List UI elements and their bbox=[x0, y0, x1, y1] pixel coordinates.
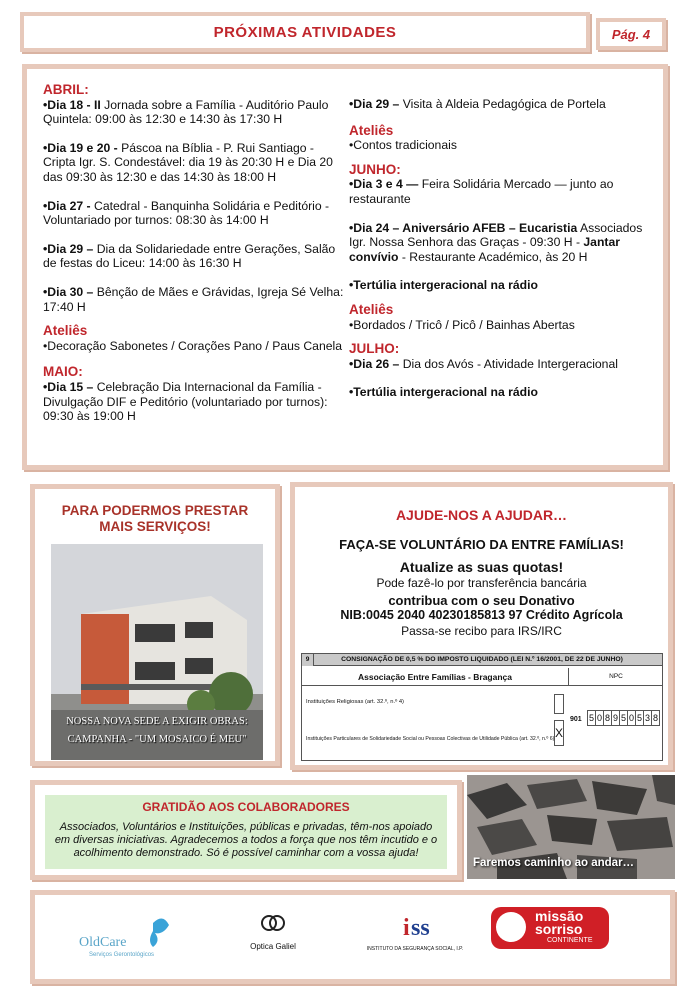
form-row-religious: Instituições Religiosas (art. 32.º, n.º 4) bbox=[306, 699, 404, 705]
photo-caption-line2: CAMPANHA - "UM MOSAICO É MEU" bbox=[67, 734, 247, 745]
month-july: JULHO: bbox=[349, 341, 400, 357]
list-item: •Dia 29 – Visita à Aldeia Pedagógica de Portela bbox=[349, 97, 606, 111]
gratitude-panel bbox=[30, 780, 462, 880]
header-title-box bbox=[20, 12, 590, 52]
oldcare-logo: OldCare Serviços Gerontológicos bbox=[75, 909, 185, 967]
list-item: •Decoração Sabonetes / Corações Pano / Paus Canela bbox=[43, 338, 342, 353]
volunteer-text: FAÇA-SE VOLUNTÁRIO DA ENTRE FAMÍLIAS! bbox=[339, 537, 624, 552]
new-headquarters-panel bbox=[30, 484, 280, 766]
form-npc-digits: 5 0 8 9 5 0 5 3 8 bbox=[588, 710, 660, 726]
stone-path-photo bbox=[467, 775, 675, 879]
form-row-ipss: Instituições Particulares de Solidariedade Social ou Pessoas Colectivas de Utilidade Pública (art. 32.º, n.º 6) bbox=[306, 736, 555, 742]
help-title: AJUDE-NOS A AJUDAR… bbox=[395, 507, 568, 523]
gratitude-title: GRATIDÃO AOS COLABORADORES bbox=[142, 800, 350, 814]
form-npc-label: NPC bbox=[568, 668, 663, 686]
form-checkbox-religious bbox=[554, 694, 564, 714]
list-item: •Dia 3 e 4 — Feira Solidária Mercado — junto ao restaurante bbox=[349, 177, 614, 206]
smile-icon bbox=[496, 912, 526, 942]
gratitude-box bbox=[45, 795, 447, 869]
page-number: Pág. 4 bbox=[611, 27, 651, 42]
form-checkbox-ipss: X bbox=[554, 720, 564, 746]
list-item: •Dia 27 - Catedral - Banquinha Solidária e Peditório - Voluntariado por turnos: 08:30 às 14:00 H bbox=[43, 198, 330, 228]
list-item: •Dia 26 – Dia dos Avós - Atividade Intergeracional bbox=[349, 356, 618, 371]
nib-text: NIB:0045 2040 40230185813 97 Crédito Agrícola bbox=[340, 608, 623, 622]
svg-text:ss: ss bbox=[411, 915, 430, 941]
sponsors-panel bbox=[30, 890, 675, 984]
optica-galiel-logo: Optica Galiel bbox=[233, 909, 313, 967]
headquarters-title: PARA PODERMOS PRESTAR MAIS SERVIÇOS! bbox=[61, 503, 249, 534]
svg-text:i: i bbox=[403, 915, 410, 941]
activities-panel bbox=[22, 64, 668, 470]
gratitude-text: Associados, Voluntários e Instituições, públicas e privadas, têm-nos apoiado em diversas iniciativas. Agradecemos a todos a força que nos têm incutido e o acolhimento demonstrado. Só é possível caminhar com a vossa ajuda! bbox=[54, 821, 438, 859]
list-item: •Dia 18 - II Jornada sobre a Família - Auditório Paulo Quintela: 09:00 às 12:30 e 14:30 às 17:30 H bbox=[43, 97, 329, 127]
list-item: •Dia 30 – Bênção de Mães e Grávidas, Igreja Sé Velha: 17:40 H bbox=[43, 284, 344, 314]
form-section-number: 9 bbox=[302, 654, 314, 666]
building-photo bbox=[51, 544, 263, 760]
page-title: PRÓXIMAS ATIVIDADES bbox=[213, 24, 397, 41]
form-association-name: Associação Entre Famílias - Bragança bbox=[302, 668, 568, 686]
missao-sorriso-logo: missão sorriso CONTINENTE bbox=[491, 907, 609, 949]
butterfly-icon bbox=[150, 918, 169, 947]
month-june: JUNHO: bbox=[349, 161, 401, 177]
photo-caption-line1: NOSSA NOVA SEDE A EXIGIR OBRAS: bbox=[66, 716, 248, 727]
ateliers-heading: Ateliês bbox=[349, 122, 394, 138]
ateliers-heading: Ateliês bbox=[349, 301, 394, 317]
list-item: •Tertúlia intergeracional na rádio bbox=[349, 385, 538, 400]
list-item: •Dia 19 e 20 - Páscoa na Bíblia - P. Rui Santiago - Cripta Igr. S. Condestável: dia 19 às 20:30 H e Dia 20 das 09:30 às 12:30 e das 14:30 às 18:00 H bbox=[43, 140, 333, 184]
list-item: •Contos tradicionais bbox=[349, 138, 457, 153]
activities-left-column bbox=[43, 83, 345, 438]
form-code: 901 bbox=[570, 716, 582, 723]
transfer-text: Pode fazê-lo por transferência bancária bbox=[376, 576, 587, 590]
page-number-box bbox=[596, 18, 666, 50]
month-april: ABRIL: bbox=[43, 82, 89, 97]
tax-consignment-form bbox=[301, 653, 663, 761]
activities-right-column bbox=[349, 83, 647, 414]
month-may: MAIO: bbox=[43, 364, 83, 380]
form-header: CONSIGNAÇÃO DE 0,5 % DO IMPOSTO LIQUIDADO (LEI N.º 16/2001, DE 22 DE JUNHO) bbox=[302, 654, 662, 666]
list-item: •Dia 24 – Aniversário AFEB – Eucaristia Associados Igr. Nossa Senhora das Graças - 09:30 H - Jantar convívio - Restaurante Académico, às 20 H bbox=[349, 220, 643, 264]
ateliers-heading: Ateliês bbox=[43, 323, 88, 339]
quotas-text: Atualize as suas quotas! bbox=[399, 559, 564, 575]
list-item: •Dia 29 – Dia da Solidariedade entre Gerações, Salão de festas do Liceu: 14:00 às 16:30 H bbox=[43, 241, 336, 271]
list-item: •Tertúlia intergeracional na rádio bbox=[349, 278, 538, 293]
donation-text: contribua com o seu Donativo bbox=[388, 593, 575, 608]
list-item: •Bordados / Tricô / Picô / Bainhas Abertas bbox=[349, 317, 575, 332]
iss-logo: i ss INSTITUTO DA SEGURANÇA SOCIAL, I.P. bbox=[366, 915, 464, 952]
photo-caption: Faremos caminho ao andar… bbox=[473, 857, 635, 869]
list-item: •Dia 15 – Celebração Dia Internacional da Família - Divulgação DIF e Peditório (voluntariado por turnos): 09:30 às 19:00 H bbox=[43, 379, 328, 424]
receipt-text: Passa-se recibo para IRS/IRC bbox=[401, 624, 562, 638]
help-us-panel bbox=[290, 482, 673, 770]
